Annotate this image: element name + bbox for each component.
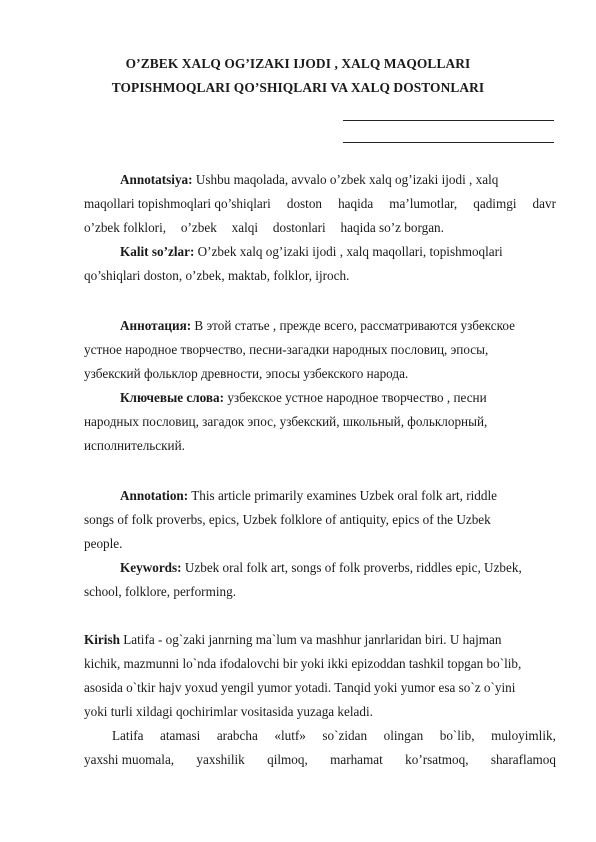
word: yaxshilik — [196, 752, 245, 767]
keywords-en-line-1 — [120, 558, 556, 578]
annotatsiya-line-2 — [84, 194, 556, 214]
kirish-text-1: Latifa - og`zaki janrning ma`lum va mashhur janrlaridan biri. U hajman — [119, 632, 502, 647]
word: sharaflamoq — [490, 752, 556, 767]
word: olingan — [383, 728, 424, 743]
word: doston — [286, 196, 323, 211]
author-line-2 — [343, 142, 554, 143]
word: qilmoq, — [267, 752, 308, 767]
kalit-ru-label: Ключевые слова: — [120, 390, 225, 405]
word: bo`lib, — [439, 728, 475, 743]
kalit-ru-line-3: исполнительский. — [84, 438, 185, 453]
title-line-1: O’ZBEK XALQ OG’IZAKI IJODI , XALQ MAQOLLARI — [125, 56, 471, 71]
keywords-en-label: Keywords: — [120, 560, 182, 575]
kalit-line-1 — [120, 242, 556, 262]
annotatsiya-ru-line-1 — [120, 316, 556, 336]
annotation-en-label: Annotation: — [120, 488, 189, 503]
word: atamasi — [160, 728, 201, 743]
word: yaxshi muomala, — [84, 752, 175, 767]
latifa-line-1 — [112, 726, 556, 746]
word: haqida — [338, 196, 374, 211]
word: ma’lumotlar, — [389, 196, 458, 211]
word: maqollari topishmoqlari qo’shiqlari — [84, 196, 271, 211]
kirish-label: Kirish — [84, 632, 120, 647]
word: xalqi — [231, 220, 259, 235]
annotatsiya-label: Annotatsiya: — [120, 172, 193, 187]
annotation-en-text-1: This article primarily examines Uzbek oral folk art, riddle — [188, 488, 497, 503]
title-line-2: TOPISHMOQLARI QO’SHIQLARI VA XALQ DOSTONLARI — [111, 80, 485, 95]
annotatsiya-ru-line-3: узбекский фольклор древности, эпосы узбекского народа. — [84, 366, 409, 381]
word: muloyimlik, — [491, 728, 556, 743]
latifa-line-2 — [84, 750, 556, 770]
kirish-line-1 — [84, 630, 556, 650]
word: davr — [532, 196, 556, 211]
kalit-line-2: qo’shiqlari doston, o’zbek, maktab, folklor, ijroch. — [84, 268, 350, 283]
kirish-line-4: yoki turli xildagi qochirimlar vositasida yuzaga keladi. — [84, 704, 373, 719]
author-line-1 — [343, 120, 554, 121]
kirish-line-2: kichik, mazmunni lo`nda ifodalovchi bir yoki ikki epizoddan tashkil topgan bo`lib, — [84, 656, 522, 671]
word: ko’rsatmoq, — [405, 752, 469, 767]
word: arabcha — [216, 728, 258, 743]
annotatsiya-ru-text-1: В этой статье , прежде всего, рассматриваются узбекское — [191, 318, 515, 333]
word: Latifa — [112, 728, 144, 743]
word: «lutf» — [274, 728, 306, 743]
word: marhamat — [330, 752, 383, 767]
kalit-ru-line-2: народных пословиц, загадок эпос, узбекский, школьный, фольклорный, — [84, 414, 488, 429]
annotatsiya-ru-line-2: устное народное творчество, песни-загадки народных пословиц, эпосы, — [84, 342, 489, 357]
word: haqida so’z borgan. — [340, 220, 444, 235]
kalit-label: Kalit so’zlar: — [120, 244, 195, 259]
kalit-ru-line-1 — [120, 388, 556, 408]
annotation-en-line-3: people. — [84, 536, 123, 551]
word: so`zidan — [322, 728, 368, 743]
annotatsiya-ru-label: Аннотация: — [120, 318, 192, 333]
kalit-text-1: O’zbek xalq og’izaki ijodi , xalq maqollari, topishmoqlari — [194, 244, 503, 259]
word: o’zbek — [180, 220, 217, 235]
kirish-line-3: asosida o`tkir hajv yoxud yengil yumor yotadi. Tanqid yoki yumor esa so`z o`yini — [84, 680, 516, 695]
annotatsiya-line-1 — [120, 170, 556, 190]
keywords-en-text-1: Uzbek oral folk art, songs of folk proverbs, riddles epic, Uzbek, — [181, 560, 522, 575]
word: dostonlari — [272, 220, 326, 235]
annotatsiya-line-3 — [84, 218, 444, 238]
annotation-en-line-2: songs of folk proverbs, epics, Uzbek folklore of antiquity, epics of the Uzbek — [84, 512, 491, 527]
annotatsiya-text-1: Ushbu maqolada, avvalo o’zbek xalq og’izaki ijodi , xalq — [192, 172, 499, 187]
kalit-ru-text-1: узбекское устное народное творчество , песни — [224, 390, 487, 405]
word: o’zbek folklori, — [84, 220, 167, 235]
keywords-en-line-2: school, folklore, performing. — [84, 584, 236, 599]
word: qadimgi — [473, 196, 517, 211]
annotation-en-line-1 — [120, 486, 556, 506]
